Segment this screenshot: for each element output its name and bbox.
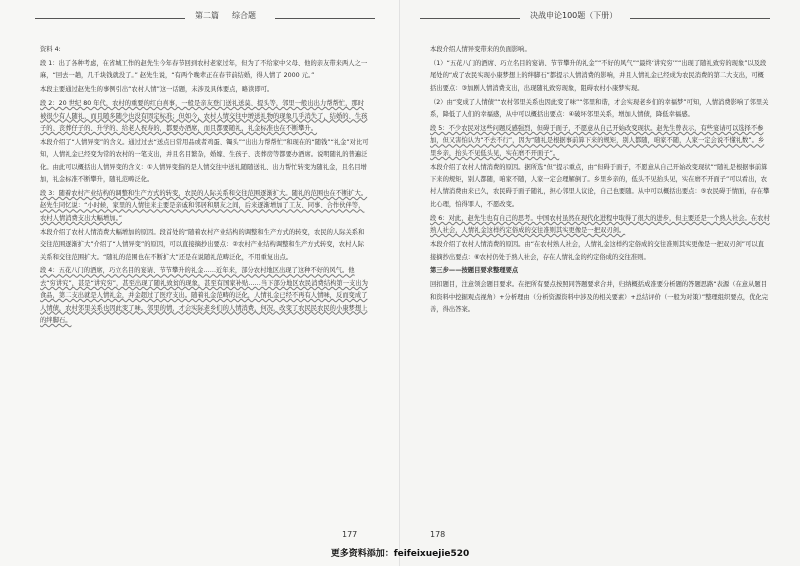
header-title: 综合题 (232, 11, 256, 20)
header-rule (630, 18, 770, 19)
footer-text: 更多资料添加：feifeixuejie520 (330, 549, 470, 559)
header-title: 决战申论100题（下册） (530, 11, 618, 20)
right-header (420, 10, 770, 24)
header-rule (420, 18, 520, 19)
paragraph: 本段介绍了农村人情消费的原因。由“在农村熟人社会，人情礼金这样约定俗成的交往准则其实更像是一把双刃剑”可以直接摘抄出要点：⑥农村仍处于熟人社会，存在人情礼金的约定俗成的交往准则。 (430, 241, 764, 261)
paragraph: 回扣题目，注意领会题目要求。在把所有要点按照同答题要求合并，归纳概括成准要分析题的答题思路“表源（在意从题目和资料中挖掘观点视角）+分析理由（分析资源资料中涉及的相关要素）+总结评价（一般为对策）”整理组织要点，优化完善，得出答案。 (430, 281, 769, 314)
paragraph: 段 2：20 世纪 80 年代，农村的重要的红白喜事，一般是亲友登门送礼送莫、提头等，邻里一般出出力帮帮忙，那时被很少有人随礼，而且随多随少也没有固定标准；但如今，农村人情交往中增送礼物的现象几乎消失了，结婚的、生孩子的、丧葬仔子的、升学的、给老人祝寿的，都要办酒席，而且都要随礼，礼金标准也在不断攀升。 (40, 100, 368, 132)
paragraph: 本段介绍了“人情异变”的含义。通过过去“送点日常用品或者鸡蛋、镯头”“出出力帮帮忙”和现在的“随钱”“礼金”对比可知，人情礼金已经变为常的农村的一笔支出，并且名目繁杂，婚嫁、生孩子、丧葬房等都要办酒席。说明随礼的普遍泛化。由此可以概括出人情异变的含义：①人情异变指的是人情交往中送礼随随送礼、出力帮忙转变为随礼金，且名目增加，礼金标准不断攀升，随礼范畴泛化。 (40, 138, 369, 184)
paragraph: 段 6：对此，赵先生也有自己的思考。中国农村虽然在现代化进程中取得了很大的进步，但主要还是一个熟人社会。在农村熟人社会，人情礼金这样约定俗成的交往准则其实更像是一把双刃剑。 (430, 214, 770, 235)
page-number: 177 (342, 530, 358, 539)
paragraph: 段 5：不少农民对这些问题反感强烈，但碍于面子，不愿意从自己开始改变现状。赵先生曾表示，有些宴请可以选择不参加，但又害怕认为“不去不行”，因为“随礼是根据事前算下来的规矩，别人都随，咱家不随，人家一定会说不懂礼数”。乡里乡亲，抬头不见低头见，实在磨不开面子”。 (430, 124, 765, 157)
paragraph: 段 3：随着农村产业结构的调整和生产方式的转变，农民的人际关系和交往范围逐渐扩大。随礼的范围也在不断扩大。赵先生同忆说：“小时候，家里的人情往来主要是亲戚和邻居和朋友之间，后来逐渐增加了工友、同事、合作伙伴等，农村人情消费支出大幅增加。” (40, 189, 368, 222)
paragraph: 段 4：五花八门的酒席，巧立名目的宴请、节节攀升的礼金……近年来，部分农村地区出现了这种不好的风气。他去“穷讲究”，甚是“讲究穷”，甚至出现了随礼致贫的现象，甚至有国家补贴……当下部分地区农民消费结构第一支出为食品，第二支出就是人情礼金，并金超过了医疗支出。随着礼金范畴的泛化，人情礼金已经不再有人情味，反而变成了人情债，农村邻里关系也因此变了味。邻里的情，才会实际老乡们的人情消费，何况，改变了农民民农民的小康梦想上的绊脚石。 (40, 267, 368, 325)
right-body (430, 44, 770, 318)
paragraph: 本段介绍了农村人情消费的原因。据所选“但”提示重点，由“但碍于面子，不愿意从自己开始改变现状”“随礼是根据事前算下来的规矩，别人都随，咱家不随，人家一定会理解倒了。乡里乡亲的，低头不见抬头见，实在磨不开面子”可以看出，农村人情消费由来已久，农民碍于面子随礼，担心邻里人议论，自己也要随。从中可以概括出要点：⑤农民碍于情面，存在攀比心理，怕得罪人，不愿改变。 (430, 163, 770, 208)
paragraph: 本段介绍人情异变带来的负面影响。 (430, 46, 531, 53)
paragraph: （2）由“变成了人情债”“农村邻里关系也因此变了味”“邻里和谐，才会实现老乡们的幸福梦”可知，人情消费影响了邻里关系，降低了人们的幸福感，从中可以概括出要点：④破坏邻里关系，增加人情债，降低幸福感。 (430, 98, 769, 119)
paragraph: 本段介绍了农村人情消费大幅增加的原因。段首处的“随着农村产业结构的调整和生产方式的转变，农民的人际关系和交往范围逐渐扩大”介绍了“人情异变”的原因，可以直接摘抄出要点：②农村产业结构调整和生产方式转变，农村人际关系和交往范围扩大。“随礼的范围也在不断扩大”还是在说随礼范畴泛化，不用重复出点。 (40, 228, 365, 261)
paragraph: （1）“五花八门的酒席、巧立名目的宴请、节节攀升的礼金”“不好的风气”“最终‘讲究穷’”“出现了随礼致穷的现象”以及段尾处的“成了农民实现小康梦想上的绊脚石”都提示人情消费的影响，并且人情礼金已经成为农民消费的第二大支出，可概括出要点：③加剧人情消费支出，出现随礼致穷现象，阻碍农村小康梦实现。 (430, 59, 767, 92)
left-body (40, 44, 370, 329)
material-label: 资料 4: (40, 46, 61, 53)
paragraph: 本段主要通过赵先生的事例引出“农村人情”这一话题，未涉及具体要点，略读即可。 (40, 86, 274, 94)
right-page (400, 0, 800, 566)
header-rule (35, 18, 185, 19)
header-section: 第二篇 (195, 11, 219, 20)
page-number: 178 (430, 530, 446, 539)
header-rule (275, 18, 375, 19)
left-header (35, 10, 375, 24)
step-title: 第三步——按题目要求整理要点 (430, 267, 519, 275)
paragraph: 段 1：出了各种考虑，在省城工作的赵先生今年春节回到农村老家过年，但为了不给家中父母、他的亲友带来两人之一麻，“回去一趟，几千块钱就没了。” 赵先生说，“有两个晚辈正在春节前结婚，得人情了 2000 元。” (40, 59, 368, 80)
